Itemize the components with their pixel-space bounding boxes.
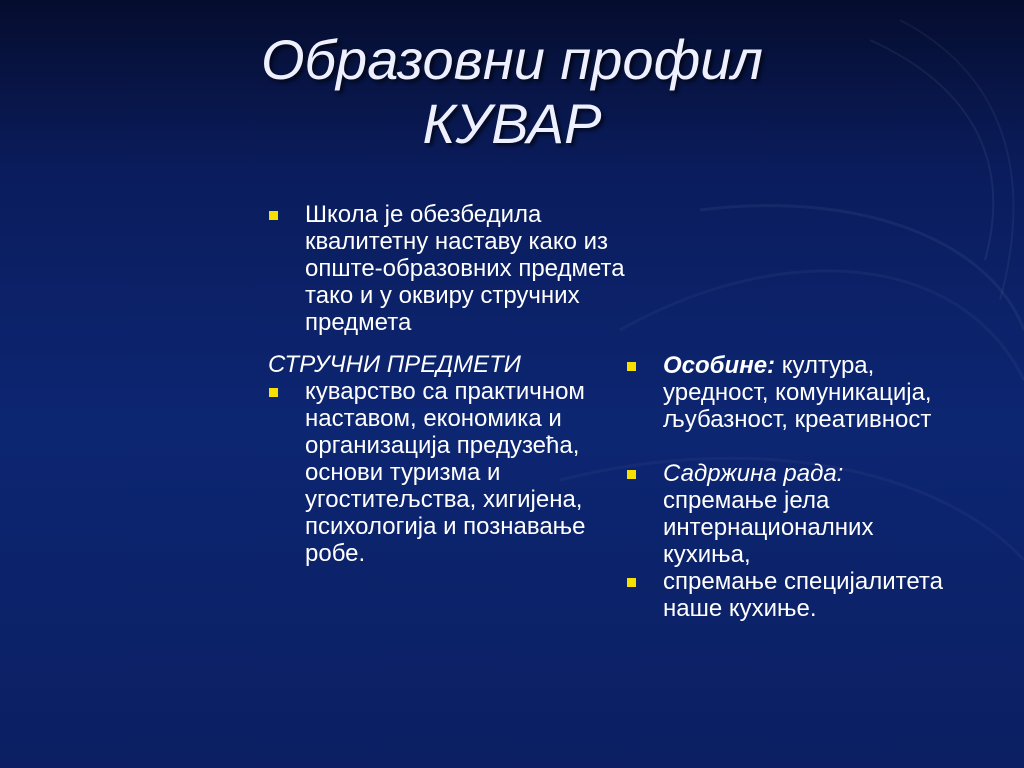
right-bullet-traits xyxy=(626,352,956,433)
slide-title-line2: КУВАР xyxy=(422,92,602,155)
left-column xyxy=(268,201,648,567)
bullet-square-icon xyxy=(269,388,278,397)
left-bullet-school xyxy=(268,201,648,336)
right-bullet-specialties xyxy=(626,568,956,622)
bullet-square-icon xyxy=(627,470,636,479)
spacer xyxy=(626,433,956,460)
section-heading-vocational-subjects: СТРУЧНИ ПРЕДМЕТИ xyxy=(268,351,521,378)
specialties-text: спремање специјалитета наше кухиње. xyxy=(663,568,943,622)
slide-title xyxy=(0,28,1024,156)
right-column xyxy=(626,352,956,622)
left-bullet-subjects-text: куварство са практичном наставом, економика и организација предузећа, основи туризма и угоститељства, хигијена, психологија и познавање робе. xyxy=(305,378,586,567)
traits-text: култура, уредност, комуникација, љубазност, креативност xyxy=(663,352,932,433)
bullet-square-icon xyxy=(627,578,636,587)
traits-label: Особине: xyxy=(663,352,776,379)
work-content-text: спремање јела интернационалних кухиња, xyxy=(663,487,874,568)
left-bullet-subjects xyxy=(268,378,648,567)
right-bullet-work-content xyxy=(626,460,956,568)
slide-title-line1: Образовни профил xyxy=(260,28,764,91)
bullet-square-icon xyxy=(269,211,278,220)
left-bullet-school-text: Школа је обезбедила квалитетну наставу како из опште-образовних предмета тако и у оквиру стручних предмета xyxy=(305,201,625,336)
work-content-label: Садржина рада: xyxy=(663,460,844,487)
bullet-square-icon xyxy=(627,362,636,371)
